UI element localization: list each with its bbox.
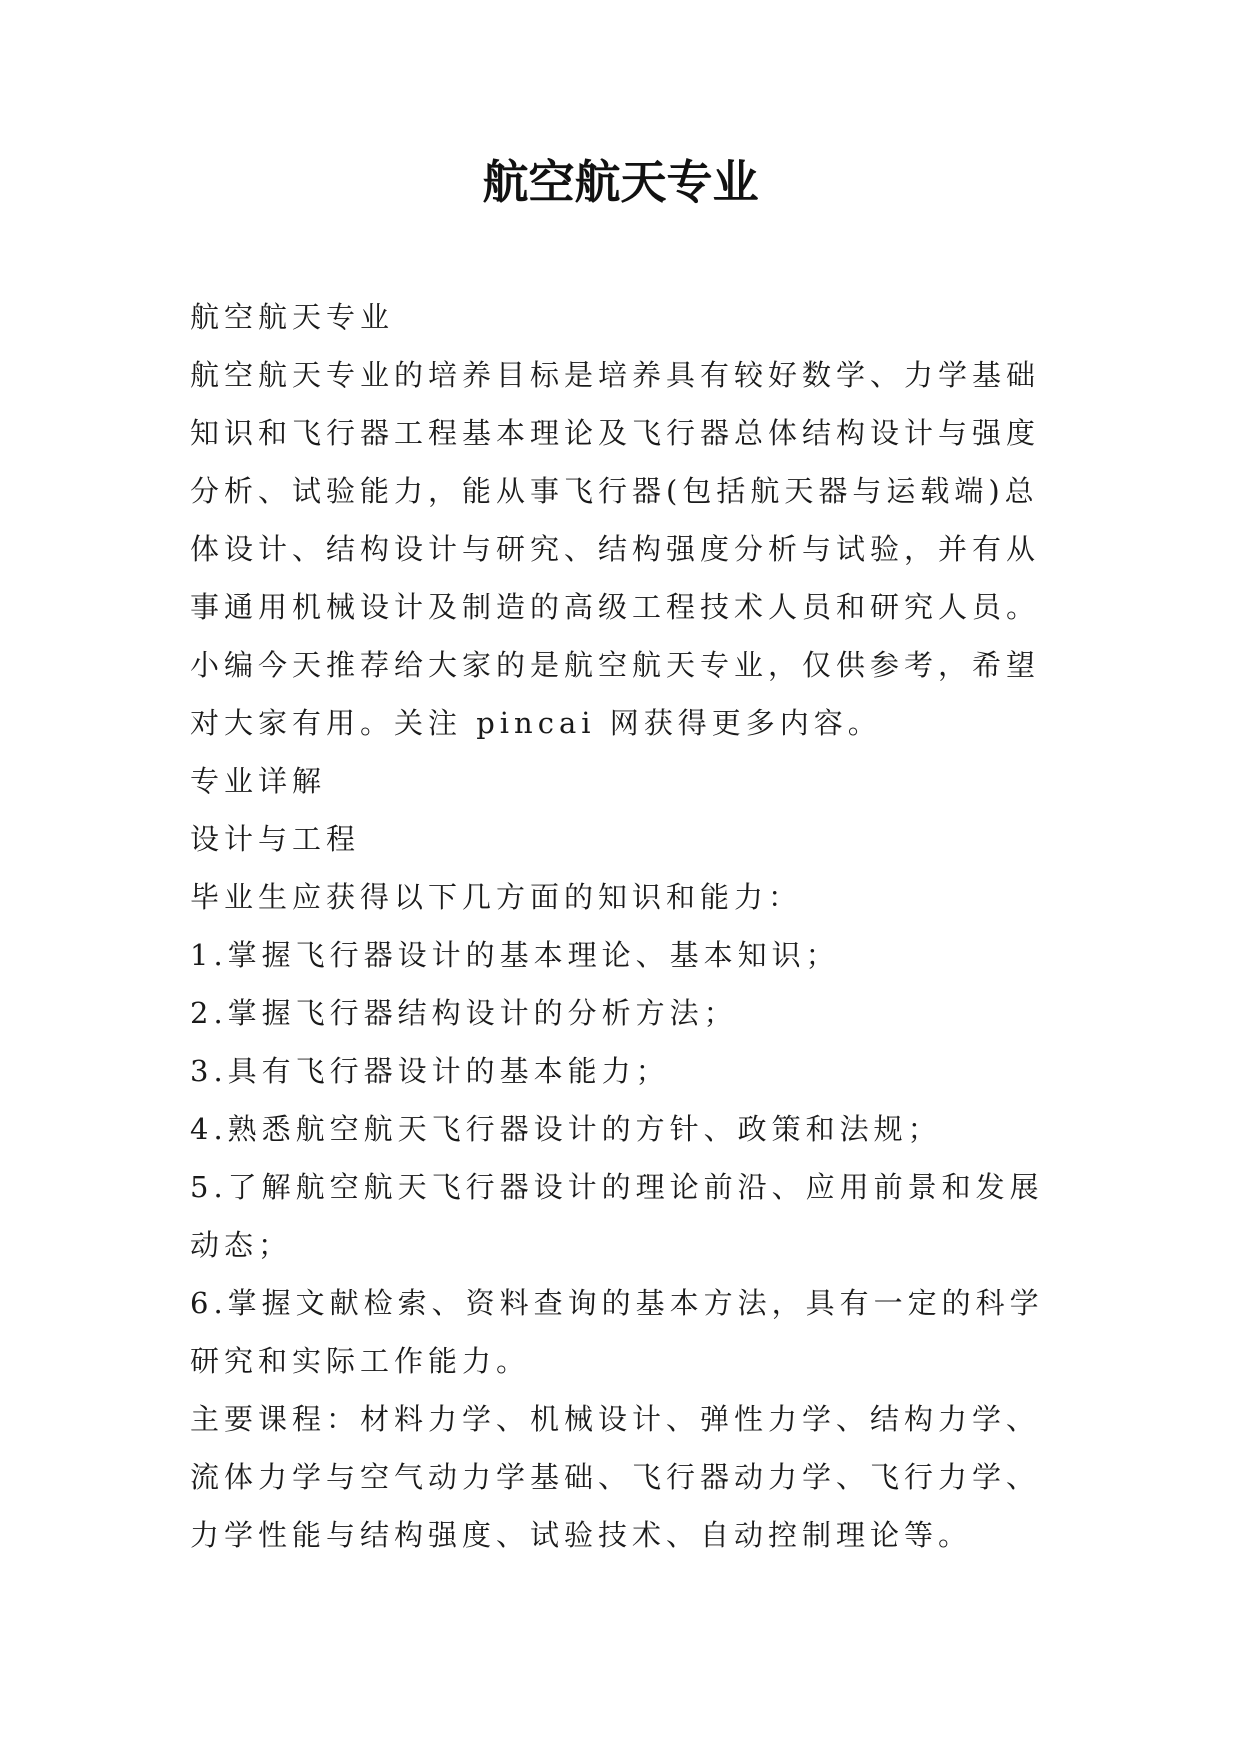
document-body	[190, 288, 1052, 1564]
paragraph-heading: 航空航天专业	[190, 300, 395, 334]
paragraph-intro: 航空航天专业的培养目标是培养具有较好数学、力学基础知识和飞行器工程基本理论及飞行器总体结构设计与强度分析、试验能力，能从事飞行器(包括航天器与运载端)总体设计、结构设计与研究、结构强度分析与试验，并有从事通用机械设计及制造的高级工程技术人员和研究人员。小编今天推荐给大家的是航空航天专业，仅供参考，希望对大家有用。关注 pincai 网获得更多内容。	[190, 358, 1041, 740]
list-item-3: 3.具有飞行器设计的基本能力；	[190, 1054, 670, 1088]
list-item-1: 1.掌握飞行器设计的基本理论、基本知识；	[190, 938, 840, 972]
paragraph-requirements-lead: 毕业生应获得以下几方面的知识和能力：	[190, 880, 803, 914]
paragraph-main-courses: 主要课程：材料力学、机械设计、弹性力学、结构力学、流体力学与空气动力学基础、飞行器动力学、飞行力学、力学性能与结构强度、试验技术、自动控制理论等。	[190, 1402, 1041, 1552]
list-item-5: 5.了解航空航天飞行器设计的理论前沿、应用前景和发展动态；	[190, 1170, 1044, 1262]
paragraph-section-title: 专业详解	[190, 764, 327, 798]
list-item-4: 4.熟悉航空航天飞行器设计的方针、政策和法规；	[190, 1112, 942, 1146]
document-title: 航空航天专业	[482, 155, 759, 209]
paragraph-subsection-title: 设计与工程	[190, 822, 361, 856]
list-item-6: 6.掌握文献检索、资料查询的基本方法，具有一定的科学研究和实际工作能力。	[190, 1286, 1044, 1378]
list-item-2: 2.掌握飞行器结构设计的分析方法；	[190, 996, 738, 1030]
